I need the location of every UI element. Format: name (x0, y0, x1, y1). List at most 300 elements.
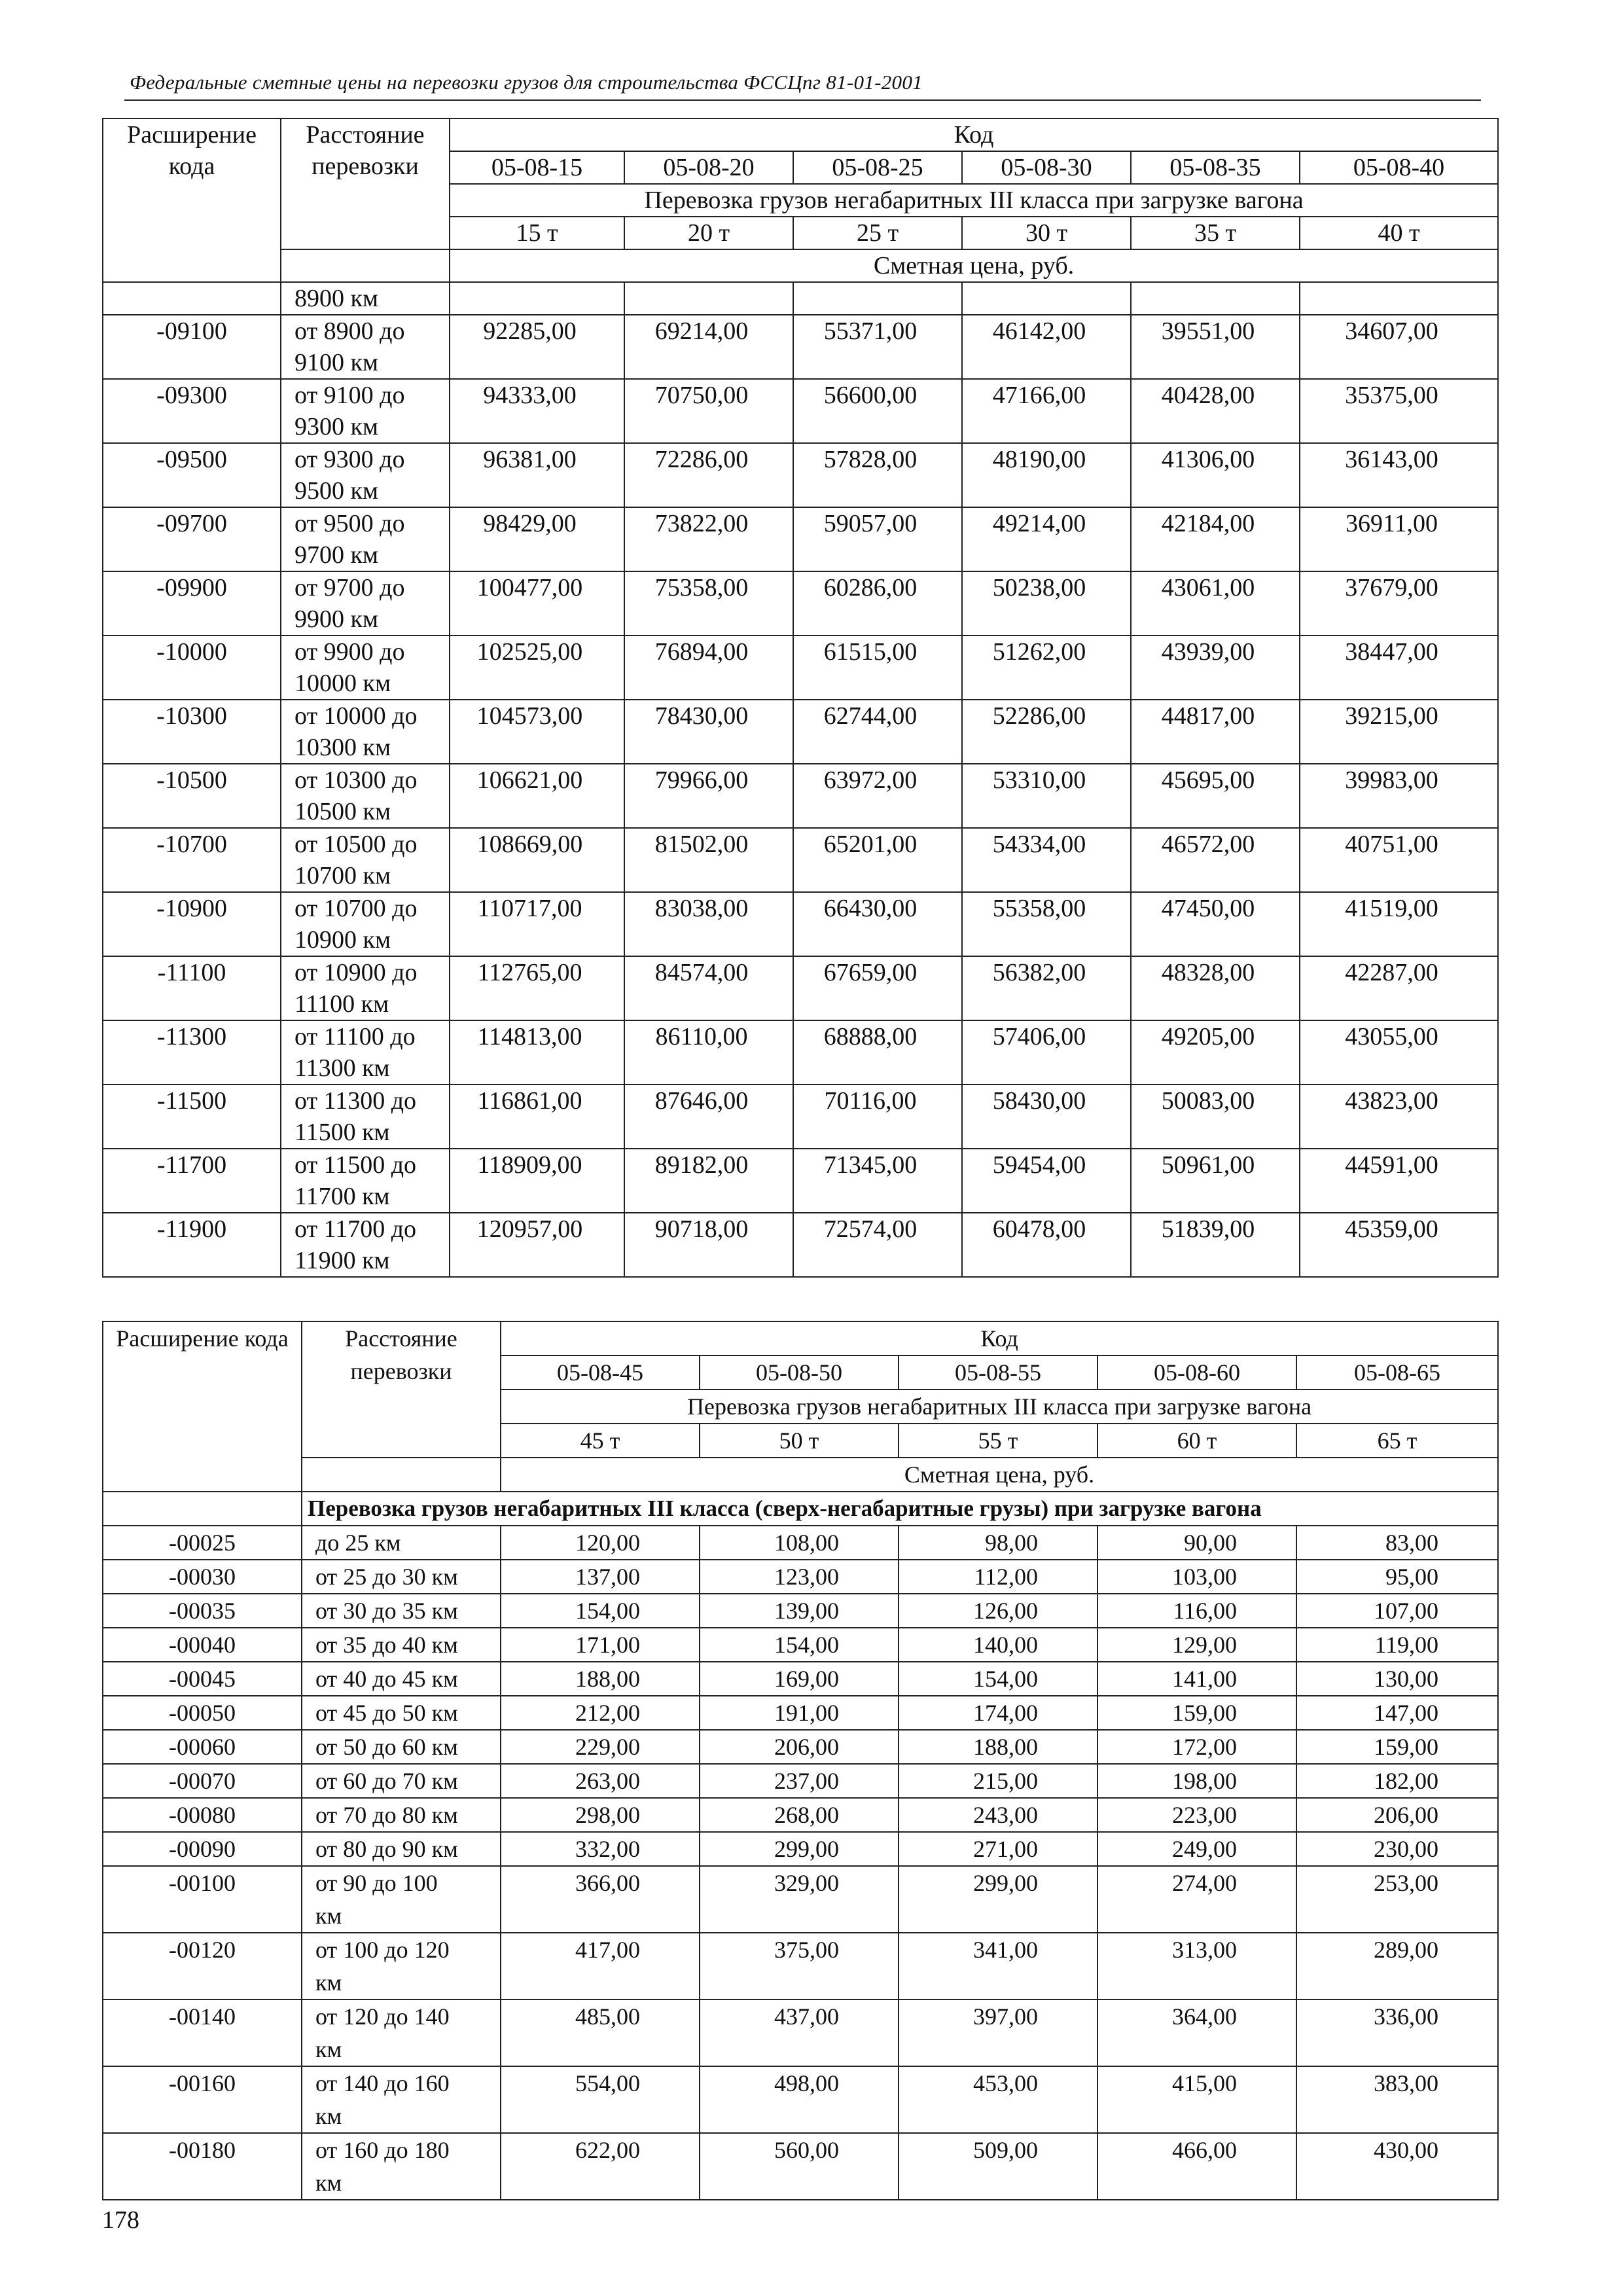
price-cell: 83038,00 (624, 892, 793, 956)
table-row (103, 828, 1498, 892)
table1-body (103, 315, 1498, 1277)
price-cell: 104573,00 (450, 700, 624, 764)
blank-cell (281, 249, 450, 282)
distance-cell (302, 1798, 501, 1832)
table-row (103, 892, 1498, 956)
table-row (103, 1798, 1498, 1832)
price-cell: 52286,00 (962, 700, 1131, 764)
price-cell: 49205,00 (1131, 1020, 1300, 1085)
price-cell: 89182,00 (624, 1149, 793, 1213)
price-cell: 298,00 (501, 1798, 700, 1832)
price-cell: 53310,00 (962, 764, 1131, 828)
price-cell: 78430,00 (624, 700, 793, 764)
price-cell: 49214,00 (962, 507, 1131, 571)
price-table-2 (102, 1321, 1499, 2200)
col-header-extension: Расширение кода (103, 1321, 302, 1492)
price-cell: 87646,00 (624, 1085, 793, 1149)
distance-line-1: от 11700 до (294, 1215, 417, 1243)
price-cell: 103,00 (1097, 1560, 1296, 1594)
price-cell: 45695,00 (1131, 764, 1300, 828)
price-cell: 95,00 (1296, 1560, 1498, 1594)
price-cell: 140,00 (899, 1628, 1097, 1662)
price-cell: 42184,00 (1131, 507, 1300, 571)
price-cell: 229,00 (501, 1730, 700, 1764)
price-cell: 92285,00 (450, 315, 624, 379)
table-row (103, 443, 1498, 507)
table-row (103, 2000, 1498, 2066)
table-row (103, 956, 1498, 1020)
price-cell: 57828,00 (793, 443, 962, 507)
distance-line-2: 9500 км (294, 477, 379, 505)
price-cell: 383,00 (1296, 2066, 1498, 2133)
extension-code: -00080 (103, 1798, 302, 1832)
price-cell: 509,00 (899, 2133, 1097, 2200)
price-cell: 329,00 (700, 1866, 899, 1933)
extension-code: -00100 (103, 1866, 302, 1933)
blank-cell (103, 1492, 302, 1526)
distance-line-1: от 25 до 30 км (315, 1564, 458, 1590)
table-row (103, 315, 1498, 379)
distance-line-2: 10900 км (294, 926, 391, 954)
distance-line-2: 9700 км (294, 541, 379, 569)
price-cell: 47166,00 (962, 379, 1131, 443)
price-cell: 44817,00 (1131, 700, 1300, 764)
distance-line-2: 9300 км (294, 413, 379, 440)
price-cell: 39551,00 (1131, 315, 1300, 379)
price-cell: 182,00 (1296, 1764, 1498, 1798)
price-cell: 39215,00 (1300, 700, 1498, 764)
carry-over-distance: 8900 км (281, 282, 450, 315)
price-cell: 243,00 (899, 1798, 1097, 1832)
distance-line-2: 11100 км (294, 990, 389, 1018)
price-cell: 67659,00 (793, 956, 962, 1020)
price-cell: 116,00 (1097, 1594, 1296, 1628)
price-cell: 83,00 (1296, 1526, 1498, 1560)
distance-cell (302, 1526, 501, 1560)
price-cell: 76894,00 (624, 636, 793, 700)
distance-cell (302, 2133, 501, 2200)
distance-line-1: от 80 до 90 км (315, 1836, 458, 1862)
price-cell: 56600,00 (793, 379, 962, 443)
price-cell: 274,00 (1097, 1866, 1296, 1933)
blank-cell (624, 282, 793, 315)
table-row (103, 1866, 1498, 1933)
price-cell: 58430,00 (962, 1085, 1131, 1149)
price-cell: 154,00 (899, 1662, 1097, 1696)
tonnage-header: 25 т (793, 217, 962, 249)
distance-cell (302, 2000, 501, 2066)
price-cell: 159,00 (1296, 1730, 1498, 1764)
table-row (103, 1560, 1498, 1594)
price-cell: 249,00 (1097, 1832, 1296, 1866)
tonnage-header: 15 т (450, 217, 624, 249)
extension-code: -09100 (103, 315, 281, 379)
price-cell: 114813,00 (450, 1020, 624, 1085)
distance-line-1: от 11500 до (294, 1151, 417, 1179)
price-cell: 50238,00 (962, 571, 1131, 636)
distance-line-2: 11900 км (294, 1247, 390, 1274)
price-cell: 46142,00 (962, 315, 1131, 379)
price-cell: 417,00 (501, 1933, 700, 2000)
price-cell: 90,00 (1097, 1526, 1296, 1560)
blank-cell (450, 282, 624, 315)
price-cell: 466,00 (1097, 2133, 1296, 2200)
code-header: 05-08-65 (1296, 1355, 1498, 1390)
distance-line-2: км (315, 1969, 342, 1996)
price-cell: 129,00 (1097, 1628, 1296, 1662)
price-cell: 65201,00 (793, 828, 962, 892)
distance-cell (302, 1933, 501, 2000)
price-cell: 54334,00 (962, 828, 1131, 892)
table-row (103, 1662, 1498, 1696)
price-cell: 43939,00 (1131, 636, 1300, 700)
price-cell: 172,00 (1097, 1730, 1296, 1764)
distance-cell (302, 1696, 501, 1730)
price-cell: 366,00 (501, 1866, 700, 1933)
price-cell: 72286,00 (624, 443, 793, 507)
extension-code: -10000 (103, 636, 281, 700)
price-cell: 47450,00 (1131, 892, 1300, 956)
distance-line-2: км (315, 2170, 342, 2196)
price-cell: 55371,00 (793, 315, 962, 379)
price-cell: 63972,00 (793, 764, 962, 828)
distance-line-1: от 50 до 60 км (315, 1734, 458, 1760)
table-row (103, 1628, 1498, 1662)
price-cell: 263,00 (501, 1764, 700, 1798)
tonnage-header: 45 т (501, 1424, 700, 1458)
distance-line-1: от 8900 до (294, 317, 405, 345)
price-table-1 (102, 118, 1499, 1278)
price-cell: 112,00 (899, 1560, 1097, 1594)
distance-line-1: от 10700 до (294, 895, 418, 922)
distance-line-1: от 10300 до (294, 766, 418, 794)
distance-cell (281, 1213, 450, 1277)
price-cell: 289,00 (1296, 1933, 1498, 2000)
price-cell: 94333,00 (450, 379, 624, 443)
price-cell: 71345,00 (793, 1149, 962, 1213)
page-number: 178 (102, 2206, 139, 2234)
tonnage-header: 35 т (1131, 217, 1300, 249)
table-row (103, 1764, 1498, 1798)
distance-cell (302, 1594, 501, 1628)
price-cell: 39983,00 (1300, 764, 1498, 828)
blank-cell (302, 1458, 501, 1492)
table-row (103, 1696, 1498, 1730)
price-cell: 98,00 (899, 1526, 1097, 1560)
distance-line-1: от 11100 до (294, 1023, 416, 1050)
price-cell: 36143,00 (1300, 443, 1498, 507)
table2-body (103, 1526, 1498, 2200)
price-cell: 51839,00 (1131, 1213, 1300, 1277)
table-row (103, 1832, 1498, 1866)
extension-code: -11500 (103, 1085, 281, 1149)
price-cell: 485,00 (501, 2000, 700, 2066)
table-row (103, 1594, 1498, 1628)
price-cell: 46572,00 (1131, 828, 1300, 892)
extension-code: -09700 (103, 507, 281, 571)
distance-cell (281, 1085, 450, 1149)
distance-line-1: до 25 км (315, 1530, 401, 1556)
price-cell: 198,00 (1097, 1764, 1296, 1798)
distance-cell (281, 892, 450, 956)
code-header: 05-08-15 (450, 151, 624, 184)
price-cell: 415,00 (1097, 2066, 1296, 2133)
price-cell: 341,00 (899, 1933, 1097, 2000)
price-cell: 106621,00 (450, 764, 624, 828)
distance-line-1: от 9300 до (294, 446, 405, 473)
price-cell: 90718,00 (624, 1213, 793, 1277)
price-cell: 299,00 (700, 1832, 899, 1866)
table-row (103, 700, 1498, 764)
table-row (103, 1085, 1498, 1149)
price-cell: 206,00 (1296, 1798, 1498, 1832)
price-cell: 81502,00 (624, 828, 793, 892)
extension-code: -11300 (103, 1020, 281, 1085)
code-label: Код (501, 1321, 1498, 1355)
price-cell: 84574,00 (624, 956, 793, 1020)
extension-code: -00025 (103, 1526, 302, 1560)
table-row (103, 2133, 1498, 2200)
table-row (103, 1020, 1498, 1085)
price-cell: 108,00 (700, 1526, 899, 1560)
price-cell: 102525,00 (450, 636, 624, 700)
table-row (103, 571, 1498, 636)
distance-line-1: от 10000 до (294, 702, 418, 730)
table-row (103, 764, 1498, 828)
price-cell: 212,00 (501, 1696, 700, 1730)
table-row (103, 1933, 1498, 2000)
col-header-extension: Расширение кода (103, 118, 281, 282)
price-cell: 268,00 (700, 1798, 899, 1832)
price-cell: 141,00 (1097, 1662, 1296, 1696)
price-cell: 42287,00 (1300, 956, 1498, 1020)
distance-line-2: 11500 км (294, 1119, 390, 1146)
extension-code: -00050 (103, 1696, 302, 1730)
price-cell: 430,00 (1296, 2133, 1498, 2200)
price-cell: 79966,00 (624, 764, 793, 828)
price-cell: 68888,00 (793, 1020, 962, 1085)
price-cell: 70116,00 (793, 1085, 962, 1149)
price-cell: 154,00 (700, 1628, 899, 1662)
price-cell: 139,00 (700, 1594, 899, 1628)
price-cell: 271,00 (899, 1832, 1097, 1866)
distance-line-2: 10500 км (294, 798, 391, 825)
price-cell: 215,00 (899, 1764, 1097, 1798)
extension-code: -09500 (103, 443, 281, 507)
distance-cell (302, 1764, 501, 1798)
running-header: Федеральные сметные цены на перевозки грузов для строительства ФССЦпг 81-01-2001 (124, 71, 1481, 101)
price-cell: 43823,00 (1300, 1085, 1498, 1149)
extension-code: -10500 (103, 764, 281, 828)
distance-line-1: от 10900 до (294, 959, 418, 986)
price-cell: 59057,00 (793, 507, 962, 571)
table-row (103, 1149, 1498, 1213)
price-cell: 112765,00 (450, 956, 624, 1020)
price-cell: 61515,00 (793, 636, 962, 700)
price-cell: 48190,00 (962, 443, 1131, 507)
table-row (103, 2066, 1498, 2133)
cargo-description: Перевозка грузов негабаритных III класса при загрузке вагона (450, 184, 1498, 217)
price-cell: 62744,00 (793, 700, 962, 764)
price-cell: 253,00 (1296, 1866, 1498, 1933)
table-row (103, 507, 1498, 571)
price-cell: 188,00 (501, 1662, 700, 1696)
price-cell: 40428,00 (1131, 379, 1300, 443)
distance-line-1: от 11300 до (294, 1087, 417, 1115)
distance-cell (302, 1662, 501, 1696)
price-cell: 223,00 (1097, 1798, 1296, 1832)
price-label: Сметная цена, руб. (501, 1458, 1498, 1492)
price-cell: 118909,00 (450, 1149, 624, 1213)
price-cell: 57406,00 (962, 1020, 1131, 1085)
price-cell: 230,00 (1296, 1832, 1498, 1866)
col-header-distance: Расстояние перевозки (302, 1321, 501, 1458)
distance-line-1: от 10500 до (294, 831, 418, 858)
distance-line-1: от 160 до 180 (315, 2137, 450, 2163)
distance-line-1: от 90 до 100 (315, 1870, 438, 1896)
code-header: 05-08-60 (1097, 1355, 1296, 1390)
price-cell: 119,00 (1296, 1628, 1498, 1662)
price-cell: 364,00 (1097, 2000, 1296, 2066)
distance-line-1: от 35 до 40 км (315, 1632, 458, 1658)
price-cell: 110717,00 (450, 892, 624, 956)
extension-code: -00160 (103, 2066, 302, 2133)
price-cell: 36911,00 (1300, 507, 1498, 571)
price-cell: 159,00 (1097, 1696, 1296, 1730)
distance-line-2: 11300 км (294, 1054, 390, 1082)
table-row (103, 379, 1498, 443)
distance-line-1: от 30 до 35 км (315, 1598, 458, 1624)
price-cell: 51262,00 (962, 636, 1131, 700)
extension-code: -10300 (103, 700, 281, 764)
distance-cell (281, 315, 450, 379)
price-cell: 50083,00 (1131, 1085, 1300, 1149)
price-cell: 498,00 (700, 2066, 899, 2133)
distance-line-1: от 70 до 80 км (315, 1802, 458, 1828)
extension-code: -00180 (103, 2133, 302, 2200)
distance-cell (281, 379, 450, 443)
code-label: Код (450, 118, 1498, 151)
distance-line-1: от 9900 до (294, 638, 405, 666)
price-cell: 70750,00 (624, 379, 793, 443)
price-cell: 191,00 (700, 1696, 899, 1730)
extension-code: -00070 (103, 1764, 302, 1798)
code-header: 05-08-45 (501, 1355, 700, 1390)
distance-cell (302, 1560, 501, 1594)
price-cell: 130,00 (1296, 1662, 1498, 1696)
price-cell: 98429,00 (450, 507, 624, 571)
extension-code: -09900 (103, 571, 281, 636)
price-cell: 43055,00 (1300, 1020, 1498, 1085)
price-cell: 45359,00 (1300, 1213, 1498, 1277)
blank-cell (103, 282, 281, 315)
blank-cell (793, 282, 962, 315)
price-cell: 332,00 (501, 1832, 700, 1866)
price-cell: 86110,00 (624, 1020, 793, 1085)
distance-cell (302, 1832, 501, 1866)
price-cell: 560,00 (700, 2133, 899, 2200)
distance-line-1: от 100 до 120 (315, 1937, 450, 1963)
price-cell: 55358,00 (962, 892, 1131, 956)
distance-cell (281, 571, 450, 636)
extension-code: -00090 (103, 1832, 302, 1866)
price-cell: 44591,00 (1300, 1149, 1498, 1213)
price-cell: 154,00 (501, 1594, 700, 1628)
price-cell: 107,00 (1296, 1594, 1498, 1628)
price-cell: 59454,00 (962, 1149, 1131, 1213)
blank-cell (1131, 282, 1300, 315)
tonnage-header: 60 т (1097, 1424, 1296, 1458)
distance-cell (302, 2066, 501, 2133)
tonnage-header: 65 т (1296, 1424, 1498, 1458)
table-row (103, 1526, 1498, 1560)
blank-cell (1300, 282, 1498, 315)
distance-line-2: 9100 км (294, 349, 379, 376)
price-cell: 69214,00 (624, 315, 793, 379)
tonnage-header: 50 т (700, 1424, 899, 1458)
distance-cell (281, 507, 450, 571)
price-cell: 120957,00 (450, 1213, 624, 1277)
price-cell: 299,00 (899, 1866, 1097, 1933)
price-cell: 72574,00 (793, 1213, 962, 1277)
distance-cell (281, 636, 450, 700)
extension-code: -11900 (103, 1213, 281, 1277)
price-cell: 60478,00 (962, 1213, 1131, 1277)
extension-code: -00040 (103, 1628, 302, 1662)
distance-line-2: 9900 км (294, 605, 379, 633)
price-cell: 50961,00 (1131, 1149, 1300, 1213)
extension-code: -00045 (103, 1662, 302, 1696)
price-cell: 437,00 (700, 2000, 899, 2066)
distance-cell (281, 1149, 450, 1213)
distance-line-2: км (315, 2036, 342, 2062)
distance-cell (281, 828, 450, 892)
price-cell: 147,00 (1296, 1696, 1498, 1730)
price-cell: 123,00 (700, 1560, 899, 1594)
distance-line-1: от 60 до 70 км (315, 1768, 458, 1794)
distance-line-1: от 9700 до (294, 574, 405, 601)
price-cell: 116861,00 (450, 1085, 624, 1149)
distance-line-2: км (315, 1903, 342, 1929)
distance-line-1: от 40 до 45 км (315, 1666, 458, 1692)
distance-cell (302, 1628, 501, 1662)
price-cell: 174,00 (899, 1696, 1097, 1730)
price-cell: 73822,00 (624, 507, 793, 571)
price-cell: 66430,00 (793, 892, 962, 956)
blank-cell (962, 282, 1131, 315)
price-cell: 100477,00 (450, 571, 624, 636)
distance-line-2: 10300 км (294, 734, 391, 761)
col-header-distance: Расстояние перевозки (281, 118, 450, 249)
distance-cell (281, 700, 450, 764)
distance-cell (281, 956, 450, 1020)
price-cell: 48328,00 (1131, 956, 1300, 1020)
price-cell: 108669,00 (450, 828, 624, 892)
price-cell: 56382,00 (962, 956, 1131, 1020)
distance-line-1: от 9100 до (294, 382, 405, 409)
code-header: 05-08-40 (1300, 151, 1498, 184)
code-header: 05-08-35 (1131, 151, 1300, 184)
code-header: 05-08-30 (962, 151, 1131, 184)
price-cell: 60286,00 (793, 571, 962, 636)
price-cell: 40751,00 (1300, 828, 1498, 892)
cargo-description: Перевозка грузов негабаритных III класса при загрузке вагона (501, 1390, 1498, 1424)
distance-cell (302, 1730, 501, 1764)
extension-code: -00030 (103, 1560, 302, 1594)
table-row (103, 1213, 1498, 1277)
distance-line-2: 10000 км (294, 670, 391, 697)
price-cell: 41306,00 (1131, 443, 1300, 507)
